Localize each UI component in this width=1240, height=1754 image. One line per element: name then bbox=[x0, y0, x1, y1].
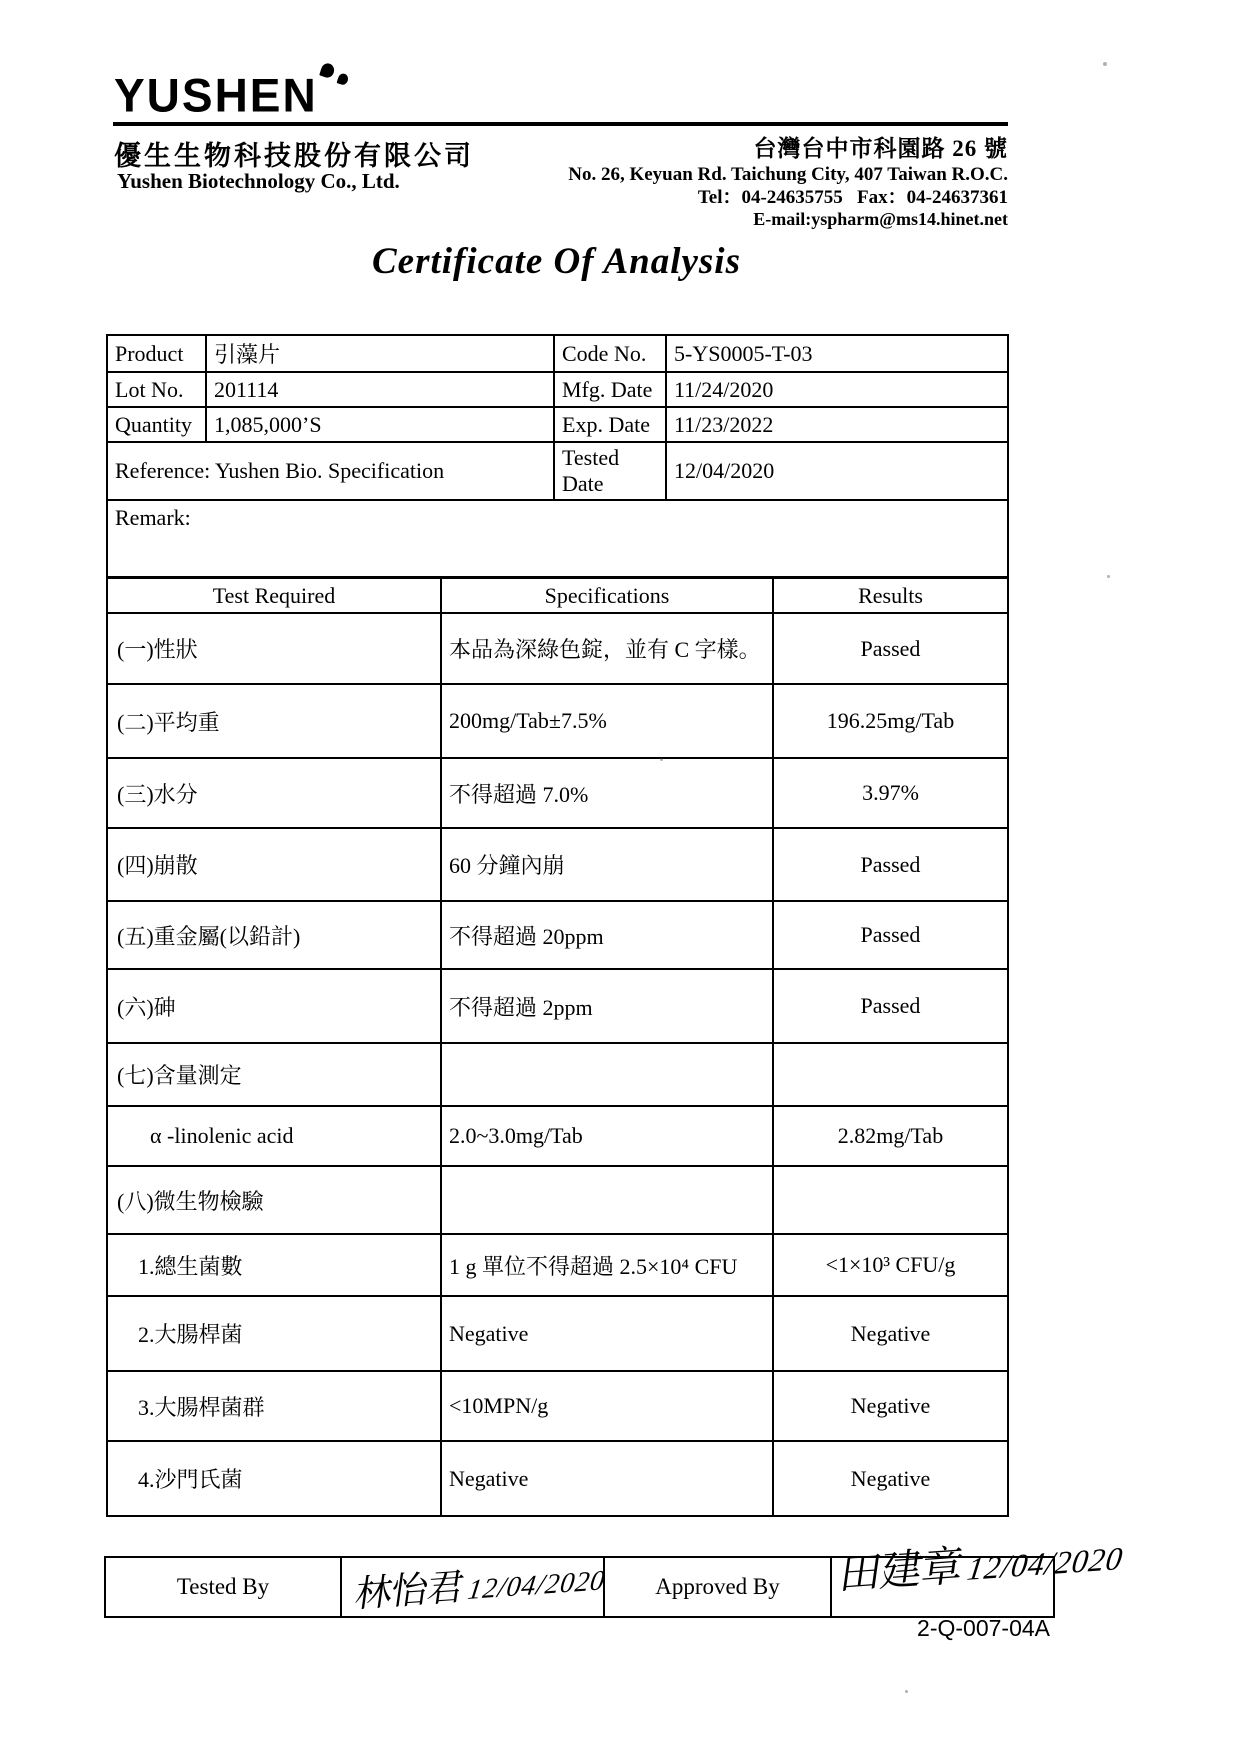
product-label: Product bbox=[107, 335, 206, 372]
test-required-cell: (六)砷 bbox=[107, 969, 441, 1043]
exp-date-value: 11/23/2022 bbox=[666, 407, 1008, 442]
table-row bbox=[107, 1234, 1008, 1296]
specification-cell: 不得超過 2ppm bbox=[441, 969, 773, 1043]
table-row bbox=[107, 335, 1008, 372]
specification-cell: Negative bbox=[441, 1441, 773, 1516]
tested-by-signature-cell bbox=[341, 1557, 608, 1617]
table-row bbox=[107, 442, 1008, 500]
company-name-english: Yushen Biotechnology Co., Ltd. bbox=[117, 169, 400, 193]
result-cell: Passed bbox=[773, 828, 1008, 901]
table-row bbox=[107, 828, 1008, 901]
specification-cell bbox=[441, 1043, 773, 1106]
table-row bbox=[105, 1557, 1054, 1617]
test-required-cell: α -linolenic acid bbox=[107, 1106, 441, 1166]
code-no-value: 5-YS0005-T-03 bbox=[666, 335, 1008, 372]
test-required-cell: (八)微生物檢驗 bbox=[107, 1166, 441, 1234]
table-row bbox=[107, 372, 1008, 407]
company-address-block bbox=[420, 135, 1008, 231]
test-required-cell: (二)平均重 bbox=[107, 684, 441, 758]
logo-dot-icon bbox=[319, 62, 336, 80]
table-row bbox=[107, 500, 1008, 577]
logo-text: YUSHEN bbox=[114, 68, 318, 122]
logo-dot-icon bbox=[336, 72, 349, 86]
code-no-label: Code No. bbox=[554, 335, 666, 372]
scan-speck bbox=[358, 470, 361, 473]
scan-speck bbox=[660, 758, 663, 761]
specification-cell: 不得超過 7.0% bbox=[441, 758, 773, 828]
reference-line: Reference: Yushen Bio. Specification bbox=[107, 442, 554, 500]
test-required-cell: (三)水分 bbox=[107, 758, 441, 828]
table-row bbox=[107, 1296, 1008, 1371]
specification-cell: 本品為深綠色錠，並有 C 字樣。 bbox=[441, 613, 773, 684]
result-cell: Passed bbox=[773, 613, 1008, 684]
tested-signature-name: 林怡君 bbox=[352, 1566, 466, 1616]
mfg-date-label: Mfg. Date bbox=[554, 372, 666, 407]
specification-cell: 60 分鐘內崩 bbox=[441, 828, 773, 901]
company-name-chinese: 優生生物科技股份有限公司 bbox=[114, 141, 474, 171]
specification-cell: 200mg/Tab±7.5% bbox=[441, 684, 773, 758]
tested-signature-date: 12/04/2020 bbox=[465, 1565, 608, 1607]
scan-speck bbox=[1107, 575, 1110, 578]
result-cell: Negative bbox=[773, 1371, 1008, 1441]
result-cell: <1×10³ CFU/g bbox=[773, 1234, 1008, 1296]
table-row bbox=[107, 1043, 1008, 1106]
column-header-results: Results bbox=[773, 578, 1008, 613]
column-header-test-required: Test Required bbox=[107, 578, 441, 613]
mfg-date-value: 11/24/2020 bbox=[666, 372, 1008, 407]
tested-date-label: Tested Date bbox=[554, 442, 666, 500]
tested-by-label: Tested By bbox=[105, 1557, 341, 1617]
page-title: Certificate Of Analysis bbox=[372, 241, 741, 282]
signoff-table bbox=[104, 1539, 1126, 1618]
test-required-cell: (四)崩散 bbox=[107, 828, 441, 901]
lot-no-value: 201114 bbox=[206, 372, 554, 407]
table-row bbox=[107, 407, 1008, 442]
product-info-table bbox=[106, 334, 1009, 578]
yushen-logo bbox=[114, 67, 318, 122]
test-required-cell: 3.大腸桿菌群 bbox=[107, 1371, 441, 1441]
table-row bbox=[107, 613, 1008, 684]
specification-cell: 不得超過 20ppm bbox=[441, 901, 773, 969]
table-row bbox=[107, 1106, 1008, 1166]
test-required-cell: (五)重金屬(以鉛計) bbox=[107, 901, 441, 969]
specification-cell: <10MPN/g bbox=[441, 1371, 773, 1441]
form-code: 2-Q-007-04A bbox=[917, 1615, 1050, 1641]
address-chinese: 台灣台中市科園路 26 號 bbox=[753, 136, 1008, 161]
tel-fax-line: Tel：04-24635755 Fax：04-24637361 bbox=[697, 187, 1008, 209]
result-cell: 3.97% bbox=[773, 758, 1008, 828]
table-row bbox=[107, 758, 1008, 828]
specification-cell: Negative bbox=[441, 1296, 773, 1371]
table-row bbox=[107, 1441, 1008, 1516]
table-row bbox=[107, 1371, 1008, 1441]
remark-cell: Remark: bbox=[107, 500, 1008, 577]
table-row bbox=[107, 969, 1008, 1043]
test-results-table bbox=[106, 577, 1009, 1517]
quantity-label: Quantity bbox=[107, 407, 206, 442]
scan-speck bbox=[905, 1690, 908, 1693]
tested-by-signature bbox=[352, 1546, 610, 1618]
result-cell: 2.82mg/Tab bbox=[773, 1106, 1008, 1166]
result-cell bbox=[773, 1166, 1008, 1234]
result-cell: 196.25mg/Tab bbox=[773, 684, 1008, 758]
quantity-value: 1,085,000’S bbox=[206, 407, 554, 442]
email-line: E-mail:yspharm@ms14.hinet.net bbox=[753, 209, 1008, 230]
test-required-cell: 1.總生菌數 bbox=[107, 1234, 441, 1296]
test-required-cell: 2.大腸桿菌 bbox=[107, 1296, 441, 1371]
specification-cell: 1 g 單位不得超過 2.5×10⁴ CFU bbox=[441, 1234, 773, 1296]
test-required-cell: (七)含量測定 bbox=[107, 1043, 441, 1106]
result-cell: Passed bbox=[773, 969, 1008, 1043]
approved-signature-date: 12/04/2020 bbox=[965, 1539, 1126, 1587]
table-header-row bbox=[107, 578, 1008, 613]
specification-cell bbox=[441, 1166, 773, 1234]
table-row bbox=[107, 684, 1008, 758]
result-cell: Negative bbox=[773, 1441, 1008, 1516]
table-row bbox=[107, 1166, 1008, 1234]
header-divider bbox=[113, 122, 1008, 126]
result-cell bbox=[773, 1043, 1008, 1106]
exp-date-label: Exp. Date bbox=[554, 407, 666, 442]
result-cell: Negative bbox=[773, 1296, 1008, 1371]
tested-date-value: 12/04/2020 bbox=[666, 442, 1008, 500]
approved-by-label: Approved By bbox=[604, 1557, 831, 1617]
column-header-specifications: Specifications bbox=[441, 578, 773, 613]
test-required-cell: 4.沙門氏菌 bbox=[107, 1441, 441, 1516]
result-cell: Passed bbox=[773, 901, 1008, 969]
product-value: 引藻片 bbox=[206, 335, 554, 372]
approved-signature-name: 田建章 bbox=[836, 1543, 966, 1599]
specification-cell: 2.0~3.0mg/Tab bbox=[441, 1106, 773, 1166]
table-row bbox=[107, 901, 1008, 969]
test-required-cell: (一)性狀 bbox=[107, 613, 441, 684]
address-english: No. 26, Keyuan Rd. Taichung City, 407 Taiwan R.O.C. bbox=[568, 164, 1008, 186]
approved-by-signature bbox=[836, 1521, 1128, 1602]
approved-by-signature-cell bbox=[831, 1539, 1126, 1617]
scan-speck bbox=[1103, 62, 1107, 66]
lot-no-label: Lot No. bbox=[107, 372, 206, 407]
